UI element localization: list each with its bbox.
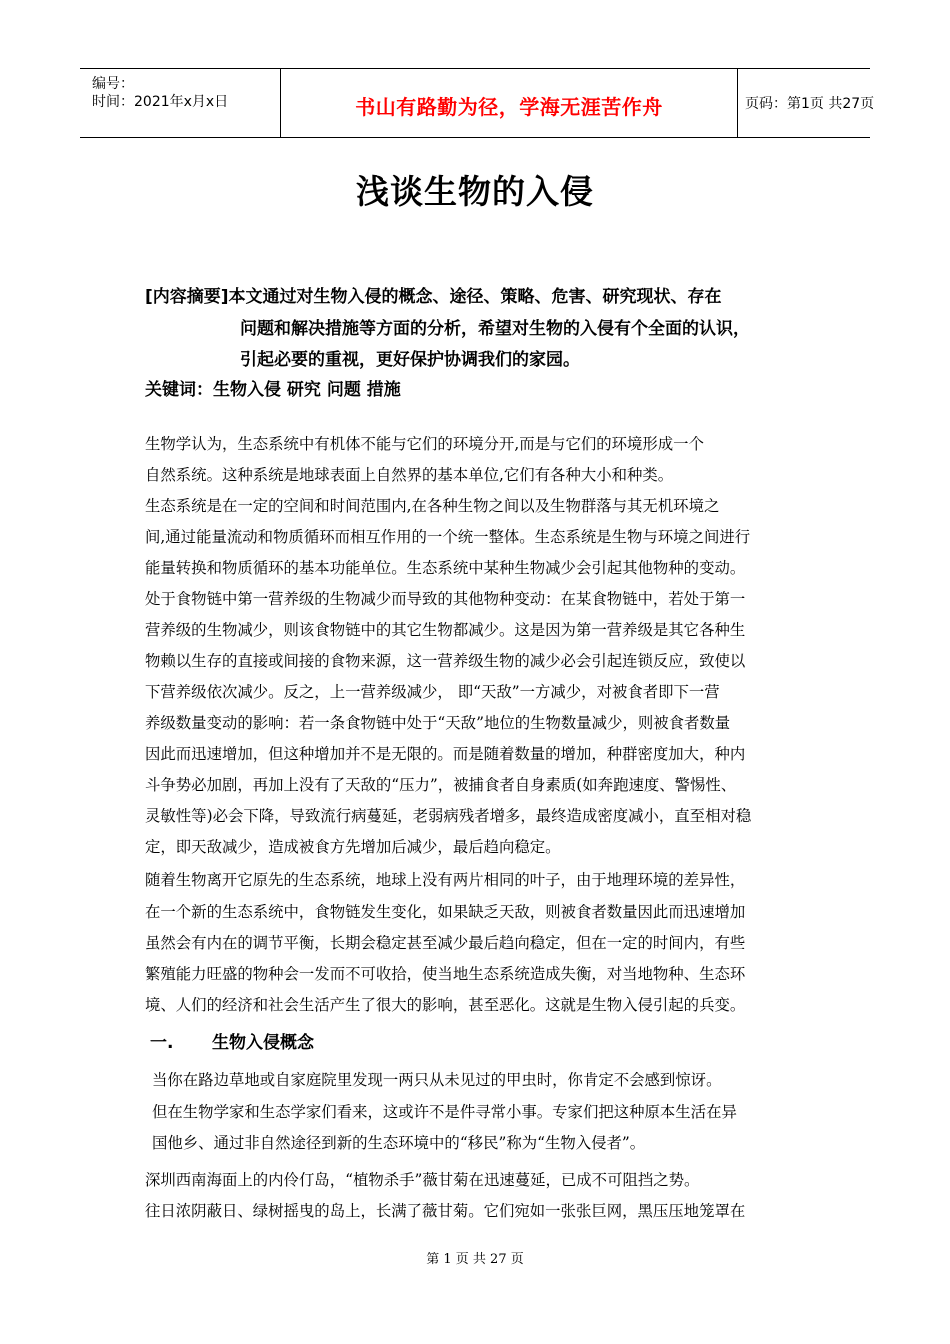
section-heading: 生物入侵概念 (212, 1033, 314, 1053)
body-line: 自然系统。这种系统是地球表面上自然界的基本单位,它们有各种大小和种类。 (145, 466, 674, 484)
page-title: 浅谈生物的入侵 (356, 172, 594, 211)
header-page-cell (737, 69, 875, 137)
page-footer: 第 1 页 共 27 页 (426, 1252, 524, 1267)
header-motto: 书山有路勤为径，学海无涯苦作舟 (355, 95, 663, 119)
abstract-line: 引起必要的重视，更好保护协调我们的家园。 (240, 350, 580, 370)
body-line: 当你在路边草地或自家庭院里发现一两只从未见过的甲虫时，你肯定不会感到惊讶。 (152, 1071, 722, 1089)
body-line: 营养级的生物减少，则该食物链中的其它生物都减少。这是因为第一营养级是其它各种生 (145, 621, 746, 639)
body-line: 灵敏性等)必会下降，导致流行病蔓延，老弱病残者增多，最终造成密度减小，直至相对稳 (145, 807, 752, 825)
document-date: 时间：2021年x月x日 (92, 94, 229, 110)
body-line: 往日浓阴蔽日、绿树摇曳的岛上，长满了薇甘菊。它们宛如一张张巨网，黑压压地笼罩在 (145, 1202, 746, 1220)
abstract-line: [内容摘要]本文通过对生物入侵的概念、途径、策略、危害、研究现状、存在 (145, 287, 722, 307)
body-line: 在一个新的生态系统中，食物链发生变化，如果缺乏天敌，则被食者数量因此而迅速增加 (145, 903, 746, 921)
body-line: 深圳西南海面上的内伶仃岛，“植物杀手”薇甘菊在迅速蔓延，已成不可阻挡之势。 (145, 1171, 700, 1189)
body-line: 物赖以生存的直接或间接的食物来源，这一营养级生物的减少必会引起连锁反应，致使以 (145, 652, 746, 670)
body-line: 繁殖能力旺盛的物种会一发而不可收拾，使当地生态系统造成失衡，对当地物种、生态环 (145, 965, 746, 983)
header-meta-cell (80, 69, 280, 137)
abstract-line: 问题和解决措施等方面的分析，希望对生物的入侵有个全面的认识， (240, 319, 750, 339)
body-line: 虽然会有内在的调节平衡，长期会稳定甚至减少最后趋向稳定，但在一定的时间内，有些 (145, 934, 746, 952)
body-line: 定，即天敌减少，造成被食方先增加后减少，最后趋向稳定。 (145, 838, 561, 856)
keywords-line: 关键词：生物入侵 研究 问题 措施 (145, 380, 401, 400)
body-line: 境、人们的经济和社会生活产生了很大的影响，甚至恶化。这就是生物入侵引起的兵变。 (145, 996, 746, 1014)
body-line: 生物学认为，生态系统中有机体不能与它们的环境分开,而是与它们的环境形成一个 (145, 435, 704, 453)
body-line: 养级数量变动的影响：若一条食物链中处于“天敌”地位的生物数量减少，则被食者数量 (145, 714, 731, 732)
body-line: 处于食物链中第一营养级的生物减少而导致的其他物种变动：在某食物链中，若处于第一 (145, 590, 746, 608)
document-number-label: 编号： (92, 76, 134, 92)
body-line: 能量转换和物质循环的基本功能单位。生态系统中某种生物减少会引起其他物种的变动。 (145, 559, 746, 577)
body-line: 斗争势必加剧，再加上没有了天敌的“压力”，被捕食者自身素质(如奔跑速度、警惕性、 (145, 776, 737, 794)
document-header (80, 68, 875, 138)
body-line: 间,通过能量流动和物质循环而相互作用的一个统一整体。生态系统是生物与环境之间进行 (145, 528, 751, 546)
body-line: 国他乡、通过非自然途径到新的生态环境中的“移民”称为“生物入侵者”。 (152, 1134, 646, 1152)
body-line: 生态系统是在一定的空间和时间范围内,在各种生物之间以及生物群落与其无机环境之 (145, 497, 720, 515)
body-line: 但在生物学家和生态学家们看来，这或许不是件寻常小事。专家们把这种原本生活在异 (152, 1103, 737, 1121)
body-line: 因此而迅速增加，但这种增加并不是无限的。而是随着数量的增加，种群密度加大，种内 (145, 745, 746, 763)
header-page-info: 页码：第1页 共27页 (745, 96, 875, 112)
header-motto-cell (280, 69, 738, 137)
section-number: 一. (150, 1033, 174, 1053)
body-line: 随着生物离开它原先的生态系统，地球上没有两片相同的叶子，由于地理环境的差异性， (145, 871, 746, 889)
body-line: 下营养级依次减少。反之，上一营养级减少， 即“天敌”一方减少，对被食者即下一营 (145, 683, 720, 701)
